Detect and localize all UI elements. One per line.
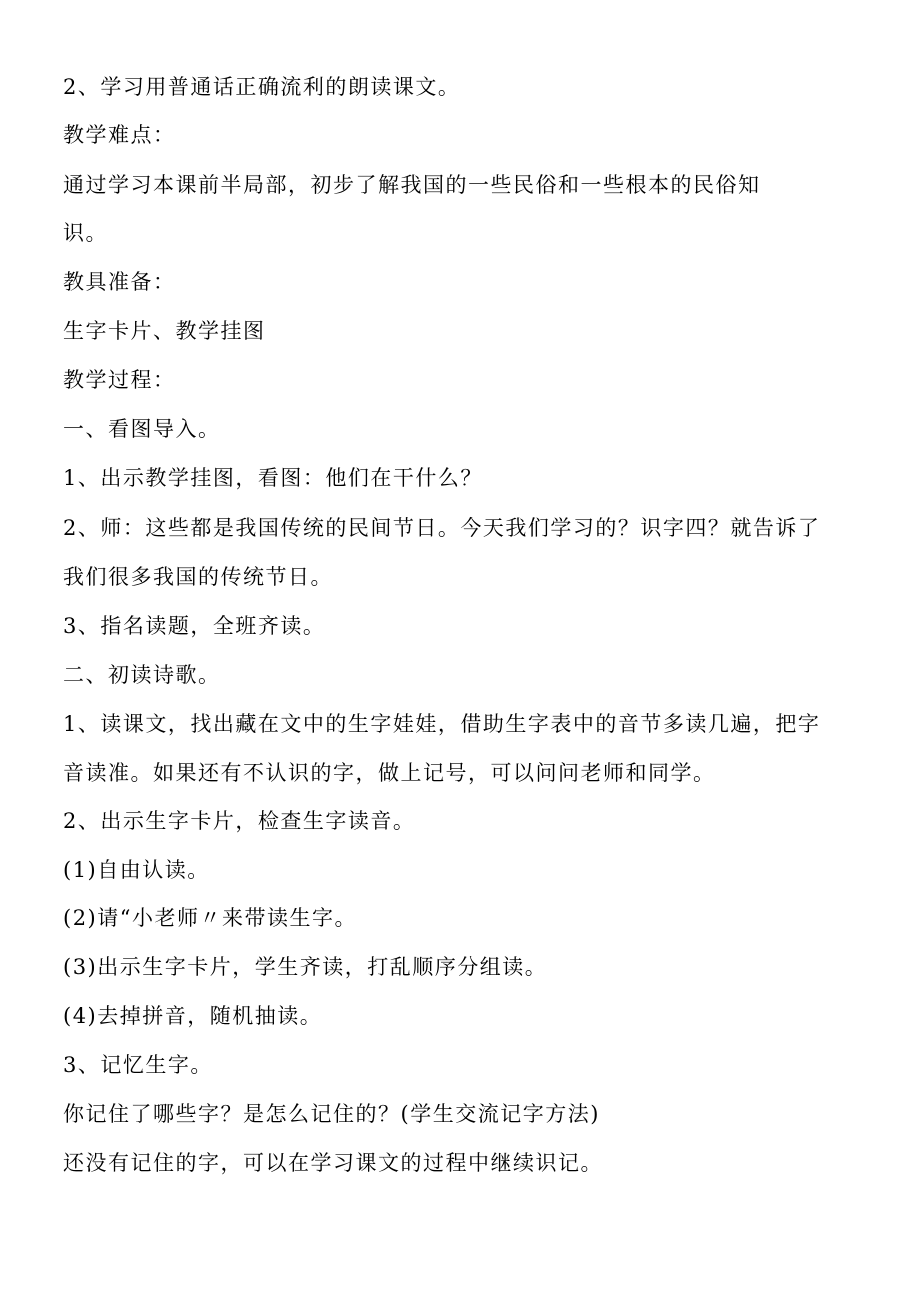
heading-teaching-process: 教学过程： bbox=[63, 368, 176, 392]
text-line-9: 1、出示教学挂图，看图：他们在干什么？ bbox=[63, 466, 483, 490]
text-line-10: 2、师：这些都是我国传统的民间节日。今天我们学习的？识字四？就告诉了 bbox=[63, 516, 821, 540]
text-line-18: (2)请“小老师〃来带读生字。 bbox=[63, 906, 357, 930]
text-line-14: 1、读课文，找出藏在文中的生字娃娃，借助生字表中的音节多读几遍，把字 bbox=[63, 712, 821, 736]
text-line-12: 3、指名读题，全班齐读。 bbox=[63, 614, 326, 638]
text-line-3: 通过学习本课前半局部，初步了解我国的一些民俗和一些根本的民俗知 bbox=[63, 173, 761, 197]
text-line-15: 音读准。如果还有不认识的字，做上记号，可以问问老师和同学。 bbox=[63, 761, 716, 785]
text-line-19: (3)出示生字卡片，学生齐读，打乱顺序分组读。 bbox=[63, 955, 548, 979]
text-line-11: 我们很多我国的传统节日。 bbox=[63, 565, 333, 589]
text-line-22: 你记住了哪些字？是怎么记住的？(学生交流记字方法) bbox=[63, 1102, 600, 1126]
text-line-17: (1)自由认读。 bbox=[63, 858, 210, 882]
text-line-23: 还没有记住的字，可以在学习课文的过程中继续识记。 bbox=[63, 1151, 603, 1175]
text-line-6: 生字卡片、教学挂图 bbox=[63, 319, 266, 343]
text-line-16: 2、出示生字卡片，检查生字读音。 bbox=[63, 809, 416, 833]
text-line-21: 3、记忆生字。 bbox=[63, 1053, 213, 1077]
text-line-4: 识。 bbox=[63, 221, 108, 245]
section-2-title: 二、初读诗歌。 bbox=[63, 663, 221, 687]
section-1-title: 一、看图导入。 bbox=[63, 417, 221, 441]
heading-teaching-aids: 教具准备： bbox=[63, 270, 176, 294]
heading-teaching-difficulty: 教学难点： bbox=[63, 123, 176, 147]
text-line-1: 2、学习用普通话正确流利的朗读课文。 bbox=[63, 75, 461, 99]
text-line-20: (4)去掉拼音，随机抽读。 bbox=[63, 1004, 323, 1028]
